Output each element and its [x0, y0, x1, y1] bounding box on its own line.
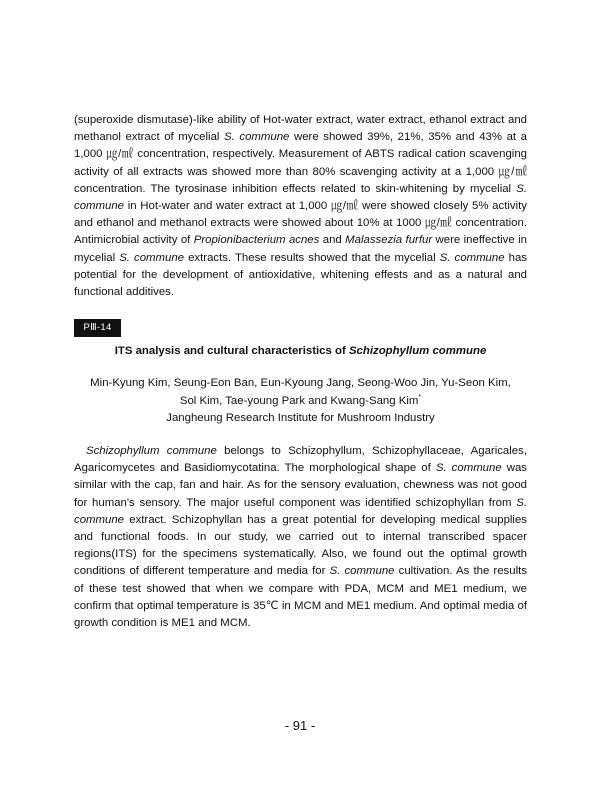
text-run: cultivation. As the results of these test showed that when we compare with PDA, MCM and ME1 medium, we confirm that optimal temperature is 35℃ in MCM and ME1 medium. And optimal media of growth condition is ME1 and MCM.	[74, 565, 527, 630]
affiliation: Jangheung Research Institute for Mushroom Industry	[166, 412, 435, 424]
text-run: in Hot-water and water extract at 1,000 ㎍/㎖ were showed closely 5% activity and ethanol and methanol extracts were showed about 10% at 1000 ㎍/㎖ concentration. Antimicrobial activity of	[74, 200, 527, 247]
species-name: Schizophyllum commune	[86, 445, 217, 457]
species-name: S. commune	[329, 565, 395, 578]
text-run: extract. Schizophyllan has a great potential for developing medical supplies and functional foods. In our study, we carried out to internal transcribed spacer regions(ITS) for the specimens systematically. Also, we found out the optimal growth conditions of different temperature and media for	[74, 513, 527, 578]
title-text: ITS analysis and cultural characteristics of	[114, 345, 349, 357]
text-run: were ineffective in mycelial	[74, 234, 527, 264]
species-name: S. commune	[74, 496, 527, 526]
species-name: Malassezia furfur	[345, 234, 433, 247]
poster-number-badge: PⅢ-14	[74, 319, 121, 337]
text-run: and	[319, 234, 346, 247]
text-run: (superoxide dismutase)-like ability of Hot-water extract, water extract, ethanol extract and methanol extract of mycelial	[74, 114, 527, 144]
text-run: extracts. These results showed that the mycelial	[184, 251, 440, 264]
species-name: S. commune	[439, 251, 505, 264]
author-list-line-1: Min-Kyung Kim, Seung-Eon Ban, Eun-Kyoung Jang, Seong-Woo Jin, Yu-Seon Kim,	[90, 377, 511, 389]
text-run: belongs to Schizophyllum, Schizophyllaceae, Agaricales, Agaricomycetes and Basidiomycotatina. The morphological shape of	[74, 445, 527, 475]
title-species-name: Schizophyllum commune	[348, 345, 487, 357]
abstract-text	[74, 443, 527, 632]
author-block	[74, 375, 527, 428]
author-list-line-2	[74, 393, 527, 411]
corresponding-author-mark: *	[418, 393, 422, 401]
species-name: S. commune	[224, 131, 290, 144]
species-name: Propionibacterium acnes	[193, 234, 320, 247]
text-run: has potential for the development of antioxidative, whitening effests and as a natural and functional additives.	[74, 251, 527, 299]
species-name: S. commune	[74, 182, 527, 213]
previous-abstract-text	[74, 112, 527, 301]
author-names: Sol Kim, Tae-young Park and Kwang-Sang Kim	[179, 394, 419, 407]
page-number: - 91 -	[284, 718, 316, 733]
species-name: S. commune	[119, 251, 185, 264]
text-run: was similar with the cap, fan and hair. As for the sensory evaluation, chewness was not good for human's sensory. The major useful component was identified schizophyllan from	[74, 462, 527, 509]
species-name: S. commune	[435, 462, 502, 475]
paper-title	[74, 343, 527, 360]
text-run: were showed 39%, 21%, 35% and 43% at a 1,000 ㎍/㎖ concentration, respectively. Measurement of ABTS radical cation scavenging activity of all extracts was showed more than 80% scavenging activity at a 1,000 ㎍/㎖ concentration. The tyrosinase inhibition effects related to skin-whitening by mycelial	[74, 131, 527, 195]
